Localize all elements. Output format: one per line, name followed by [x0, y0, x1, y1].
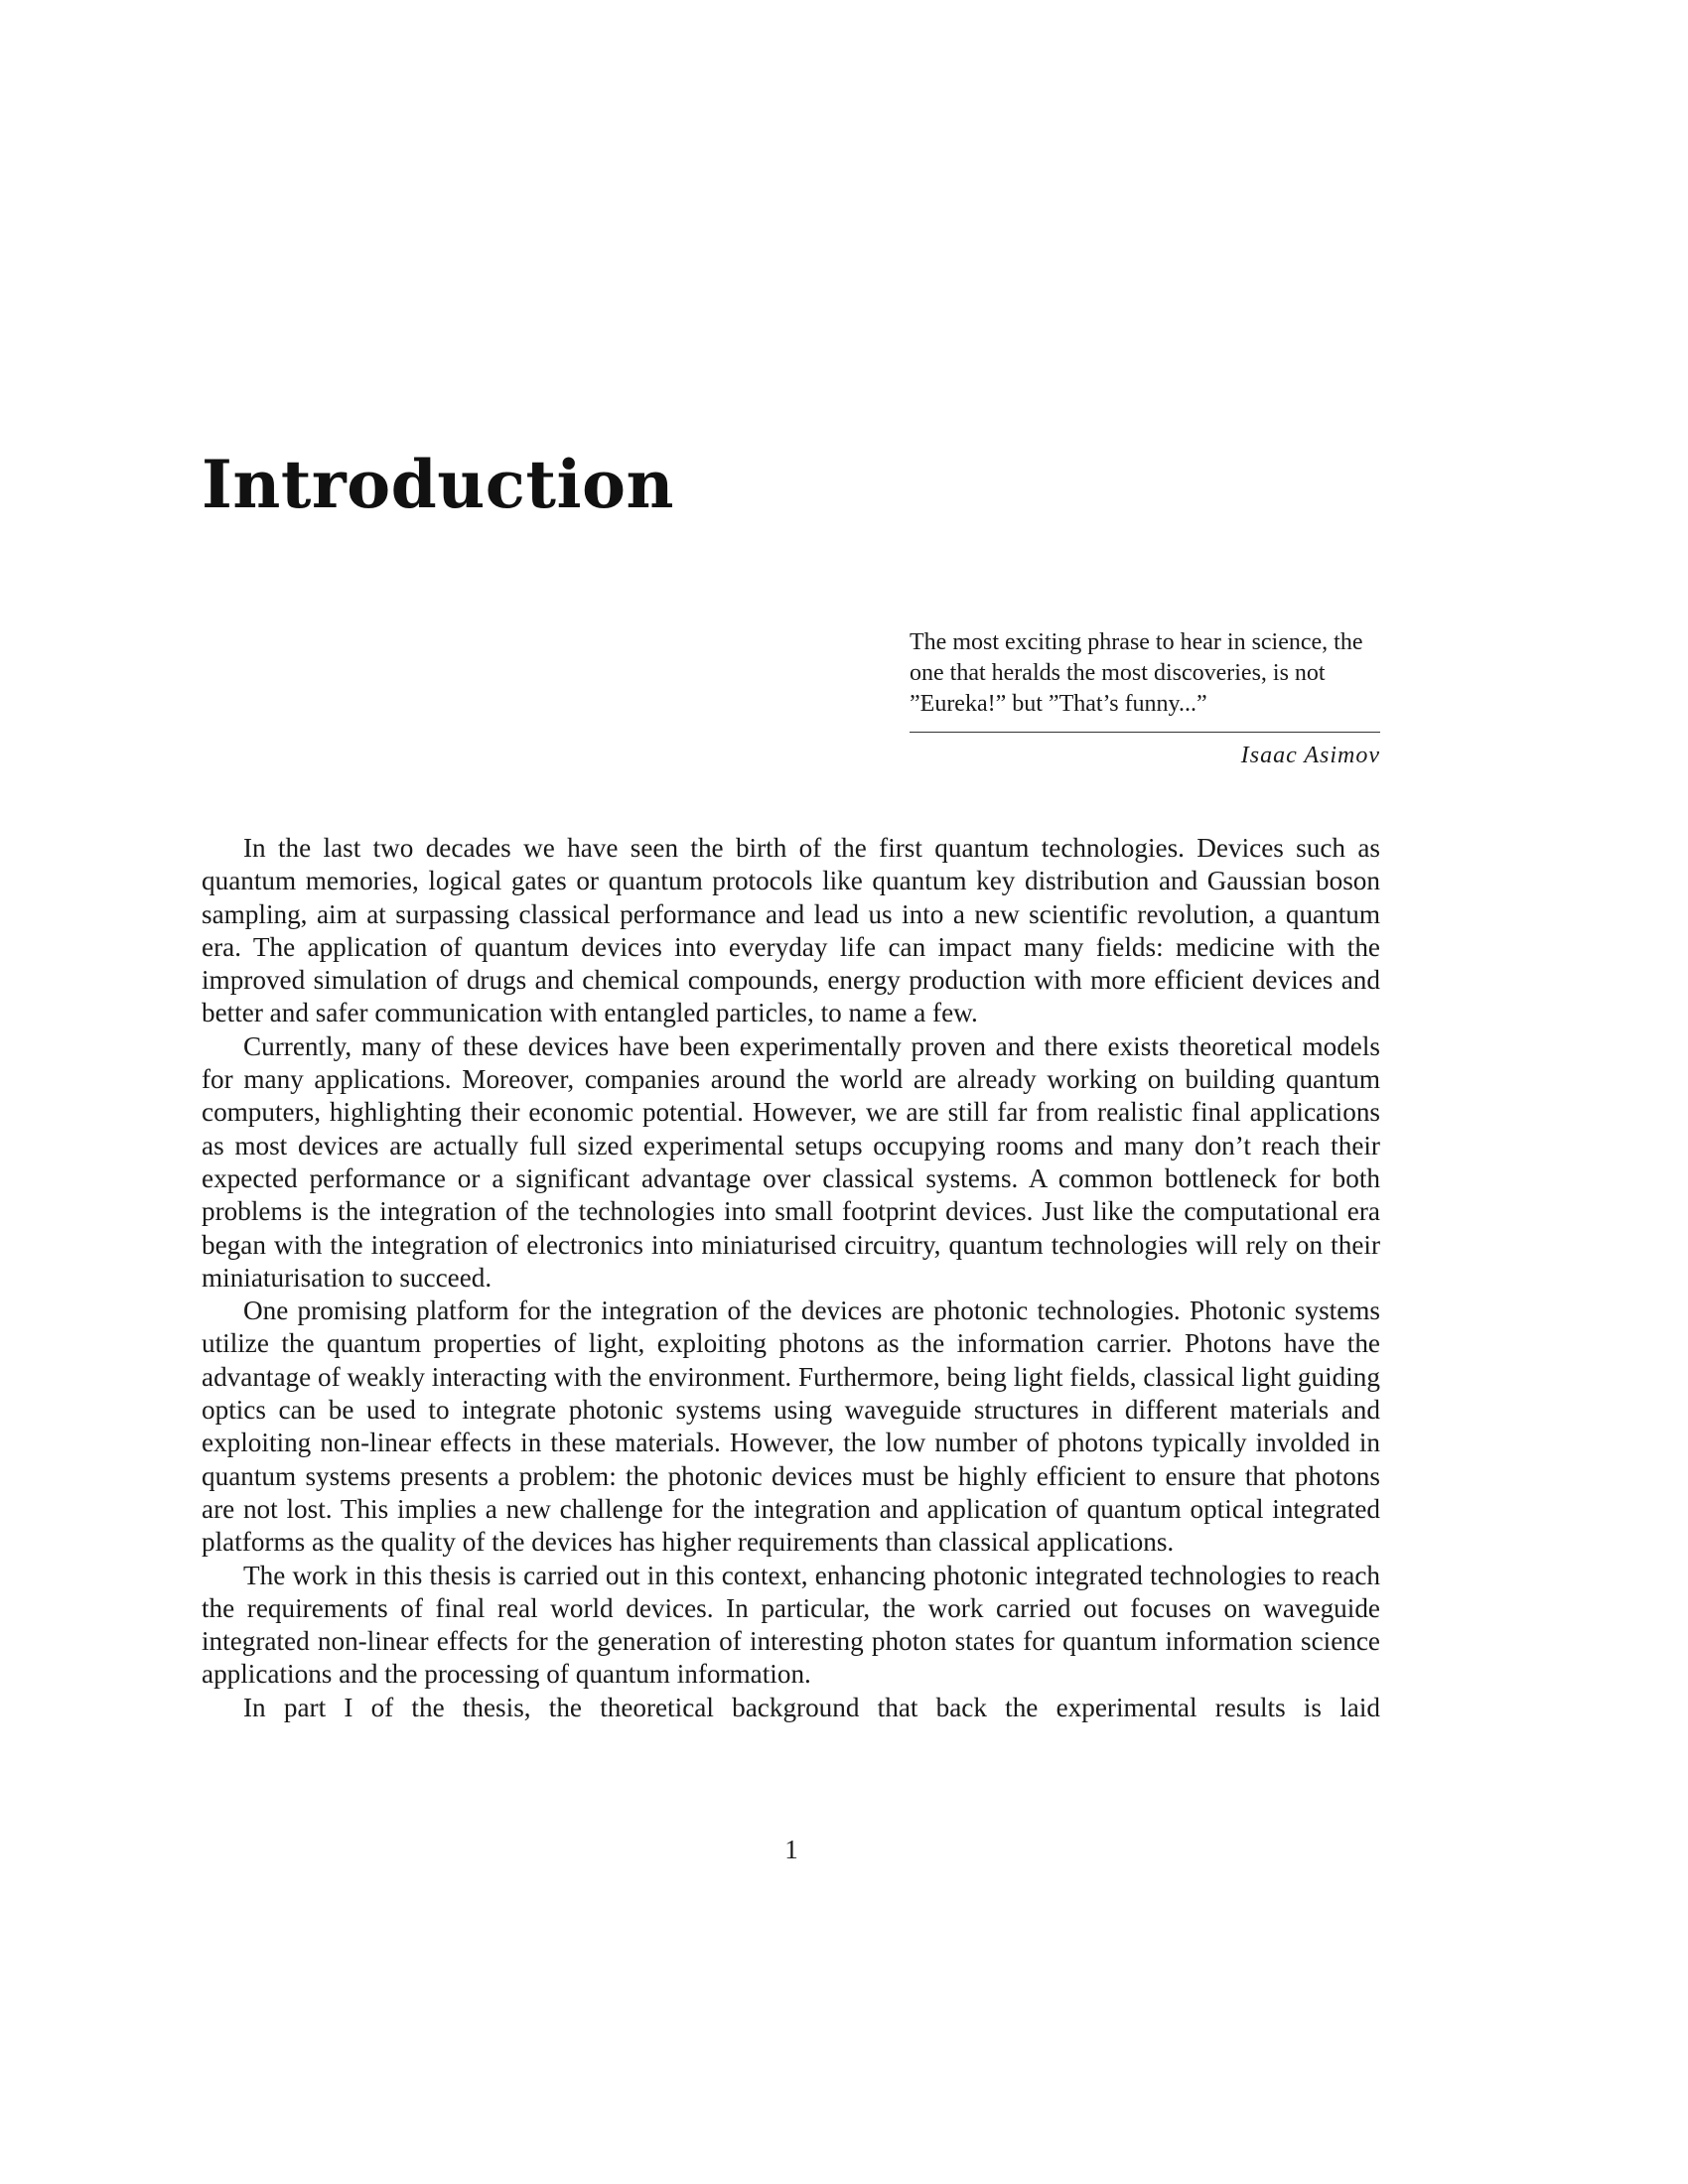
paragraph-5: In part I of the thesis, the theoretical background that back the experimental results is laid — [243, 1692, 1380, 1722]
paragraph-1: In the last two decades we have seen the birth of the first quantum technologies. Devices such as quantum memories, logical gates or quantum protocols like quantum key distribution and Gaussian boson sampling, aim at surpassing classical performance and lead us into a new scientific revolution, a quantum era. The application of quantum devices into everyday life can impact many fields: medicine with the improved simulation of drugs and chemical compounds, energy production with more efficient devices and better and safer communication with entangled particles, to name a few. — [202, 833, 1380, 1028]
epigraph-author: Isaac Asimov — [1240, 743, 1380, 768]
body-text — [202, 832, 1380, 1724]
epigraph — [910, 627, 1380, 770]
page-number: 1 — [784, 1835, 798, 1864]
paragraph-2: Currently, many of these devices have been experimentally proven and there exists theoretical models for many applications. Moreover, companies around the world are already working on building quantum computers, highlighting their economic potential. However, we are still far from realistic final applications as most devices are actually full sized experimental setups occupying rooms and many don’t reach their expected performance or a significant advantage over classical systems. A common bottleneck for both problems is the integration of the technologies into small footprint devices. Just like the computational era began with the integration of electronics into miniaturised circuitry, quantum technologies will rely on their miniaturisation to succeed. — [202, 1030, 1380, 1293]
chapter-title: Introduction — [202, 446, 675, 523]
epigraph-divider — [910, 732, 1380, 733]
paragraph-4: The work in this thesis is carried out in this context, enhancing photonic integrated technologies to reach the requirements of final real world devices. In particular, the work carried out focuses on waveguide integrated non-linear effects for the generation of interesting photon states for quantum information science applications and the processing of quantum information. — [202, 1560, 1380, 1690]
epigraph-quote: The most exciting phrase to hear in science, the one that heralds the most discoveries, is not ”Eureka!” but ”That’s funny...” — [910, 629, 1363, 717]
paragraph-3: One promising platform for the integration of the devices are photonic technologies. Photonic systems utilize the quantum properties of light, exploiting photons as the information carrier. Photons have the advantage of weakly interacting with the environment. Furthermore, being light fields, classical light guiding optics can be used to integrate photonic systems using waveguide structures in different materials and exploiting non-linear effects in these materials. However, the low number of photons typically involded in quantum systems presents a problem: the photonic devices must be highly efficient to ensure that photons are not lost. This implies a new challenge for the integration and application of quantum optical integrated platforms as the quality of the devices has higher requirements than classical applications. — [202, 1296, 1380, 1558]
